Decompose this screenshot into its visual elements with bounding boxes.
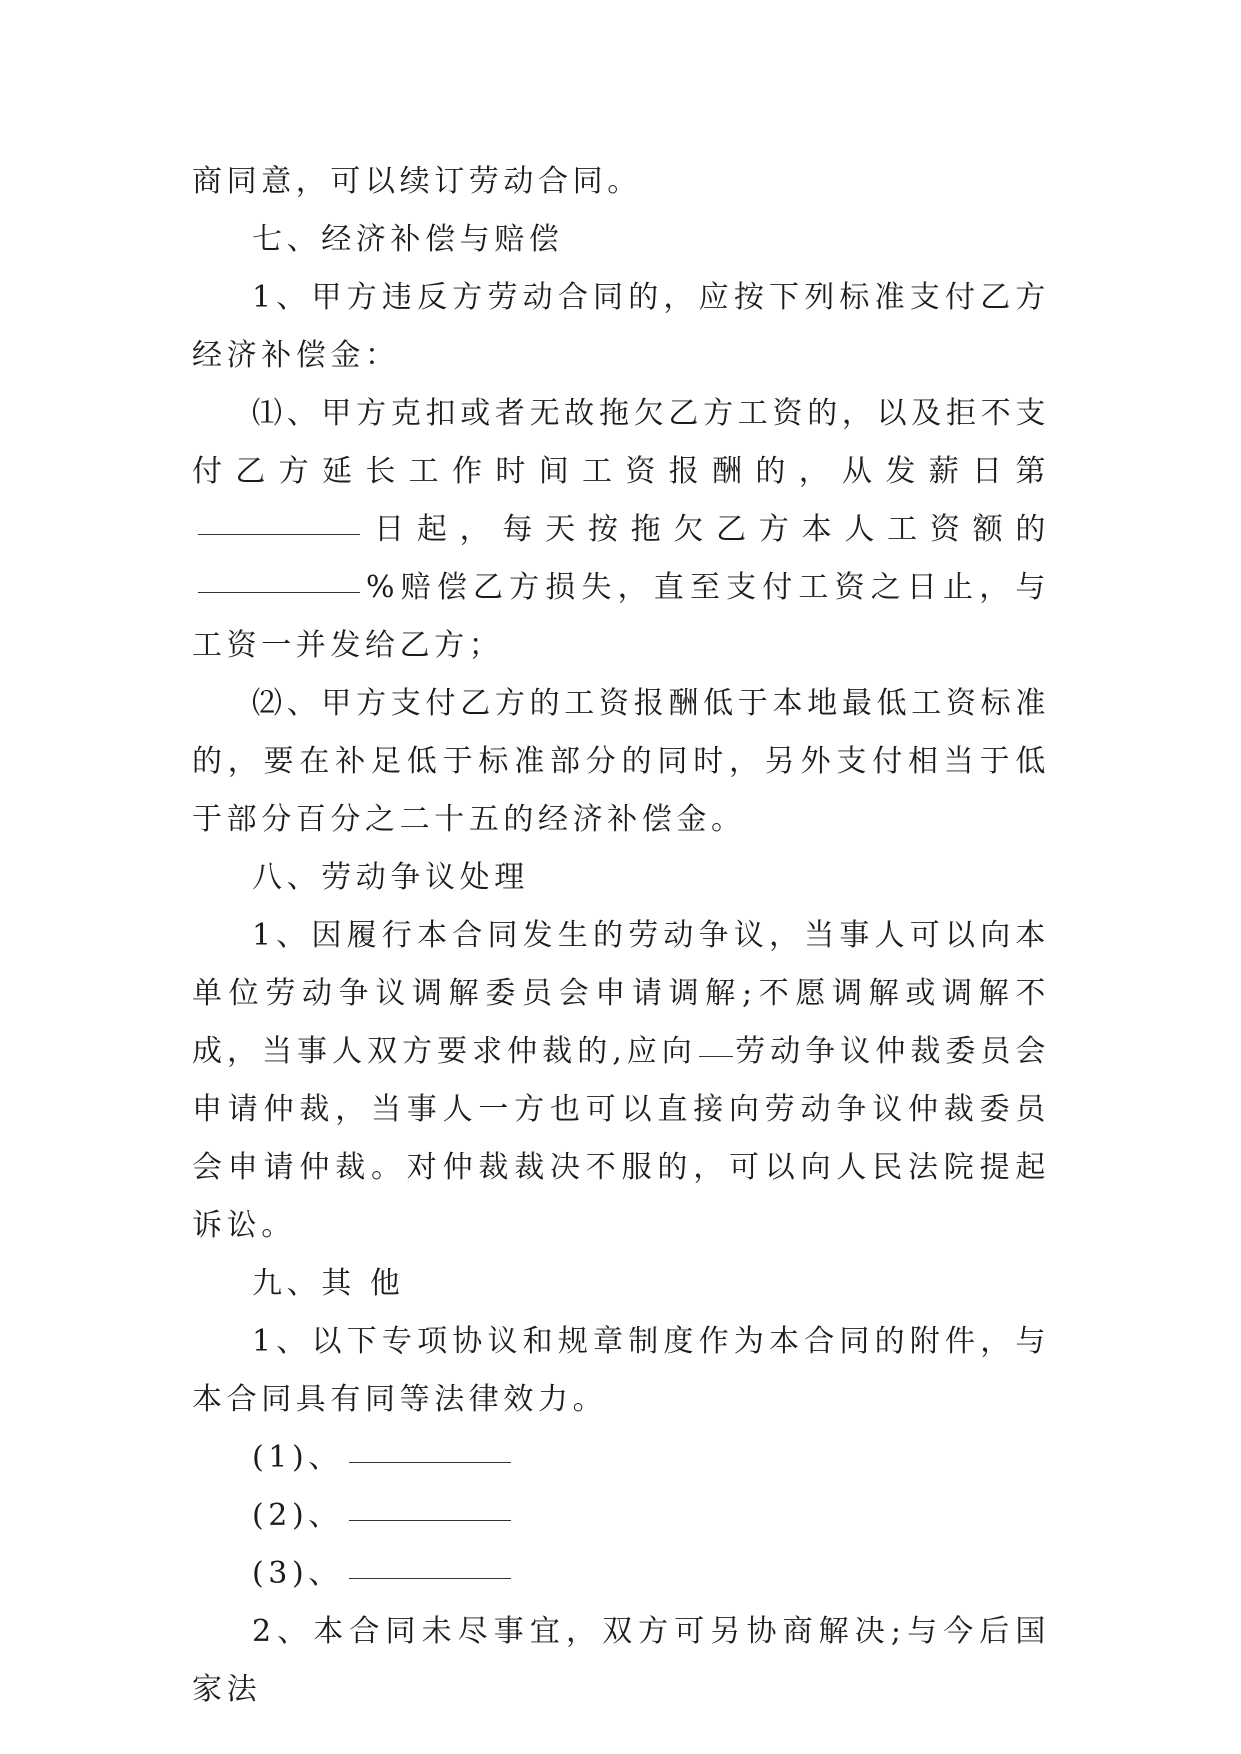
blank-arbitration-place-field[interactable] — [699, 1028, 733, 1057]
blank-attachment-1-field[interactable] — [349, 1432, 511, 1463]
clause-compensation-standard: 1、甲方违反方劳动合同的，应按下列标准支付乙方经济补偿金： — [192, 280, 1050, 373]
section-heading-dispute: 八、劳动争议处理 — [252, 860, 529, 895]
clause-wage-arrears: ⑴、甲方克扣或者无故拖欠乙方工资的，以及拒不支付乙方延长工作时间工资报酬的，从发薪日第日起，每天按拖欠乙方本人工资额的%赔偿乙方损失，直至支付工资之日止，与工资一并发给乙方； — [192, 396, 1050, 663]
clause-attachments: 1、以下专项协议和规章制度作为本合同的附件，与本合同具有同等法律效力。 — [192, 1324, 1050, 1417]
section-heading-other: 九、其 他 — [252, 1266, 405, 1301]
blank-attachment-2-field[interactable] — [349, 1490, 511, 1521]
paragraph-renewal-continuation: 商同意，可以续订劳动合同。 — [192, 164, 642, 199]
blank-attachment-3-field[interactable] — [349, 1548, 511, 1579]
clause-minimum-wage: ⑵、甲方支付乙方的工资报酬低于本地最低工资标准的，要在补足低于标准部分的同时，另外支付相当于低于部分百分之二十五的经济补偿金。 — [192, 686, 1050, 837]
blank-percent-field[interactable] — [198, 562, 360, 593]
clause-unresolved-matters: 2、本合同未尽事宜，双方可另协商解决;与今后国家法 — [192, 1614, 1050, 1707]
blank-day-field[interactable] — [198, 504, 360, 535]
attachment-item-2: (2)、 — [192, 1487, 1050, 1545]
attachment-item-3: (3)、 — [192, 1545, 1050, 1603]
clause-dispute-arbitration: 1、因履行本合同发生的劳动争议，当事人可以向本单位劳动争议调解委员会申请调解;不愿调解或调解不成，当事人双方要求仲裁的,应向 劳动争议仲裁委员会申请仲裁，当事人一方也可以直接向劳动争议仲裁委员会申请仲裁。对仲裁裁决不服的，可以向人民法院提起诉讼。 — [192, 918, 1050, 1243]
section-heading-compensation: 七、经济补偿与赔偿 — [252, 222, 564, 257]
document-body — [192, 153, 1050, 1719]
attachment-item-1: (1)、 — [192, 1429, 1050, 1487]
